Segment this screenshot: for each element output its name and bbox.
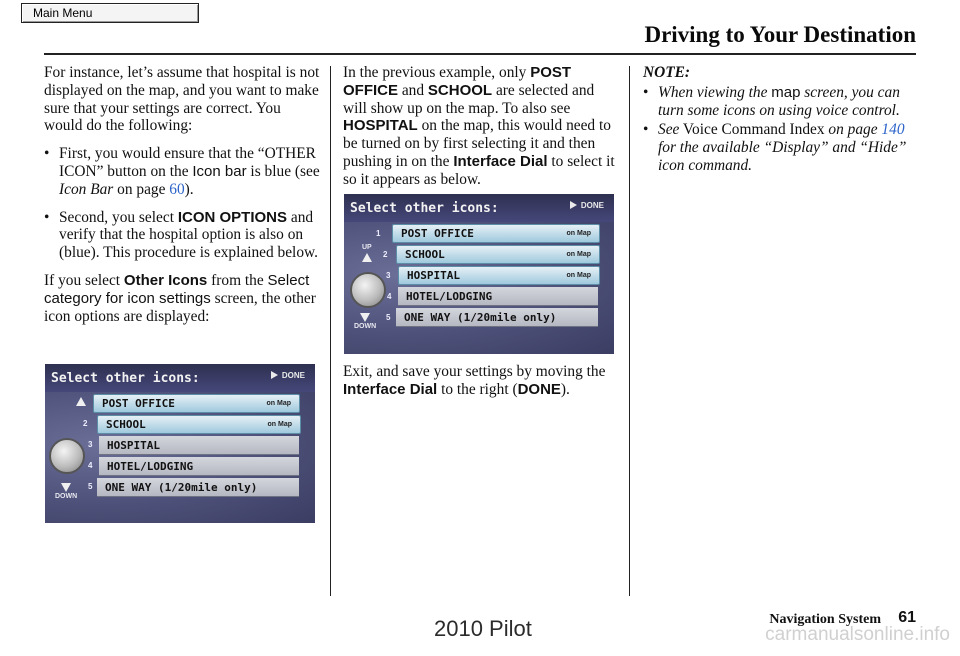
bullet-dot: •: [44, 145, 50, 163]
note-1: • When viewing the map screen, you can turn some icons on using voice control.: [643, 83, 900, 119]
list-item[interactable]: SCHOOL on Map: [97, 415, 301, 434]
up-label: UP: [362, 244, 372, 251]
page-number: 61: [898, 609, 916, 626]
list-item[interactable]: SCHOOL on Map: [396, 245, 600, 264]
arrow-right-icon: [271, 371, 278, 379]
exit-paragraph: Exit, and save your settings by moving the Interface Dial to the right (DONE).: [343, 363, 606, 398]
other-icons-paragraph: If you select Other Icons from the Select category for icon settings screen, the other icon options are displayed:: [44, 271, 316, 325]
nav-screen-after: Select other icons: DONE UP DOWN 1 2 3 4 5 POST OFFICE on Map SCHOOL on Map HOSPITAL on Map HOTEL/LODGING ONE WAY (1/20mile only): [344, 194, 614, 354]
list-item[interactable]: HOSPITAL: [99, 436, 299, 455]
watermark-url: carmanualsonline.info: [765, 624, 950, 645]
interface-dial-icon: [350, 272, 386, 308]
down-label: DOWN: [354, 323, 377, 330]
screen-header: Select other icons:: [350, 200, 499, 216]
footer-system-label: Navigation System: [769, 612, 881, 627]
note-2: • See Voice Command Index on page 140 for the available “Display” and “Hide” icon command.: [643, 121, 907, 174]
intro-paragraph: For instance, let’s assume that hospital is not displayed on the map, and you want to make sure that your settings are correct. You would do the following:: [44, 64, 320, 135]
list-item[interactable]: ONE WAY (1/20mile only): [396, 308, 598, 327]
bullet-dot: •: [44, 208, 50, 226]
list-item[interactable]: HOTEL/LODGING: [398, 287, 598, 306]
list-item[interactable]: HOSPITAL on Map: [398, 266, 600, 285]
page-link-140[interactable]: 140: [881, 121, 905, 139]
column-divider-1: [330, 66, 331, 596]
interface-dial-icon: [49, 438, 85, 474]
watermark: 2010 Pilot: [434, 616, 532, 641]
page-title: Driving to Your Destination: [644, 22, 916, 47]
title-rule: [44, 53, 916, 55]
arrow-down-icon: [360, 313, 370, 322]
bullet-dot: •: [643, 83, 649, 101]
bullet-dot: •: [643, 121, 649, 139]
column-1: [44, 64, 320, 335]
done-button[interactable]: DONE: [570, 201, 604, 210]
column-3: [643, 64, 919, 185]
nav-screen-before: Select other icons: DONE DOWN 2 3 4 5 POST OFFICE on Map SCHOOL on Map HOSPITAL HOTEL/LODGING ONE WAY (1/20mile only): [45, 364, 315, 523]
list-item[interactable]: HOTEL/LODGING: [99, 457, 299, 476]
down-label: DOWN: [55, 493, 78, 500]
arrow-up-icon: [76, 397, 86, 406]
main-menu-button[interactable]: Main Menu: [21, 3, 199, 23]
selection-paragraph: In the previous example, only POST OFFICE and SCHOOL are selected and will show up on the map. To also see HOSPITAL on the map, this would need to be turned on by first selecting it and then pushing in on the Interface Dial to select it so it appears as below.: [343, 64, 615, 188]
column-2: [343, 64, 619, 199]
list-item[interactable]: ONE WAY (1/20mile only): [97, 478, 299, 497]
arrow-down-icon: [61, 483, 71, 492]
note-label: NOTE:: [643, 64, 691, 81]
page-link-60[interactable]: 60: [169, 180, 185, 198]
list-item[interactable]: POST OFFICE on Map: [392, 224, 600, 243]
column-2-lower: [343, 363, 619, 409]
screen-header: Select other icons:: [51, 370, 200, 386]
list-item[interactable]: POST OFFICE on Map: [93, 394, 300, 413]
arrow-right-icon: [570, 201, 577, 209]
bullet-2: • Second, you select ICON OPTIONS and verify that the hospital option is also on (blue). This procedure is explained below.: [44, 208, 318, 262]
done-button[interactable]: DONE: [271, 371, 305, 380]
arrow-up-icon: [362, 253, 372, 262]
bullet-1: • First, you would ensure that the “OTHER ICON” button on the Icon bar is blue (see Icon Bar on page 60).: [44, 145, 320, 198]
column-divider-2: [629, 66, 630, 596]
